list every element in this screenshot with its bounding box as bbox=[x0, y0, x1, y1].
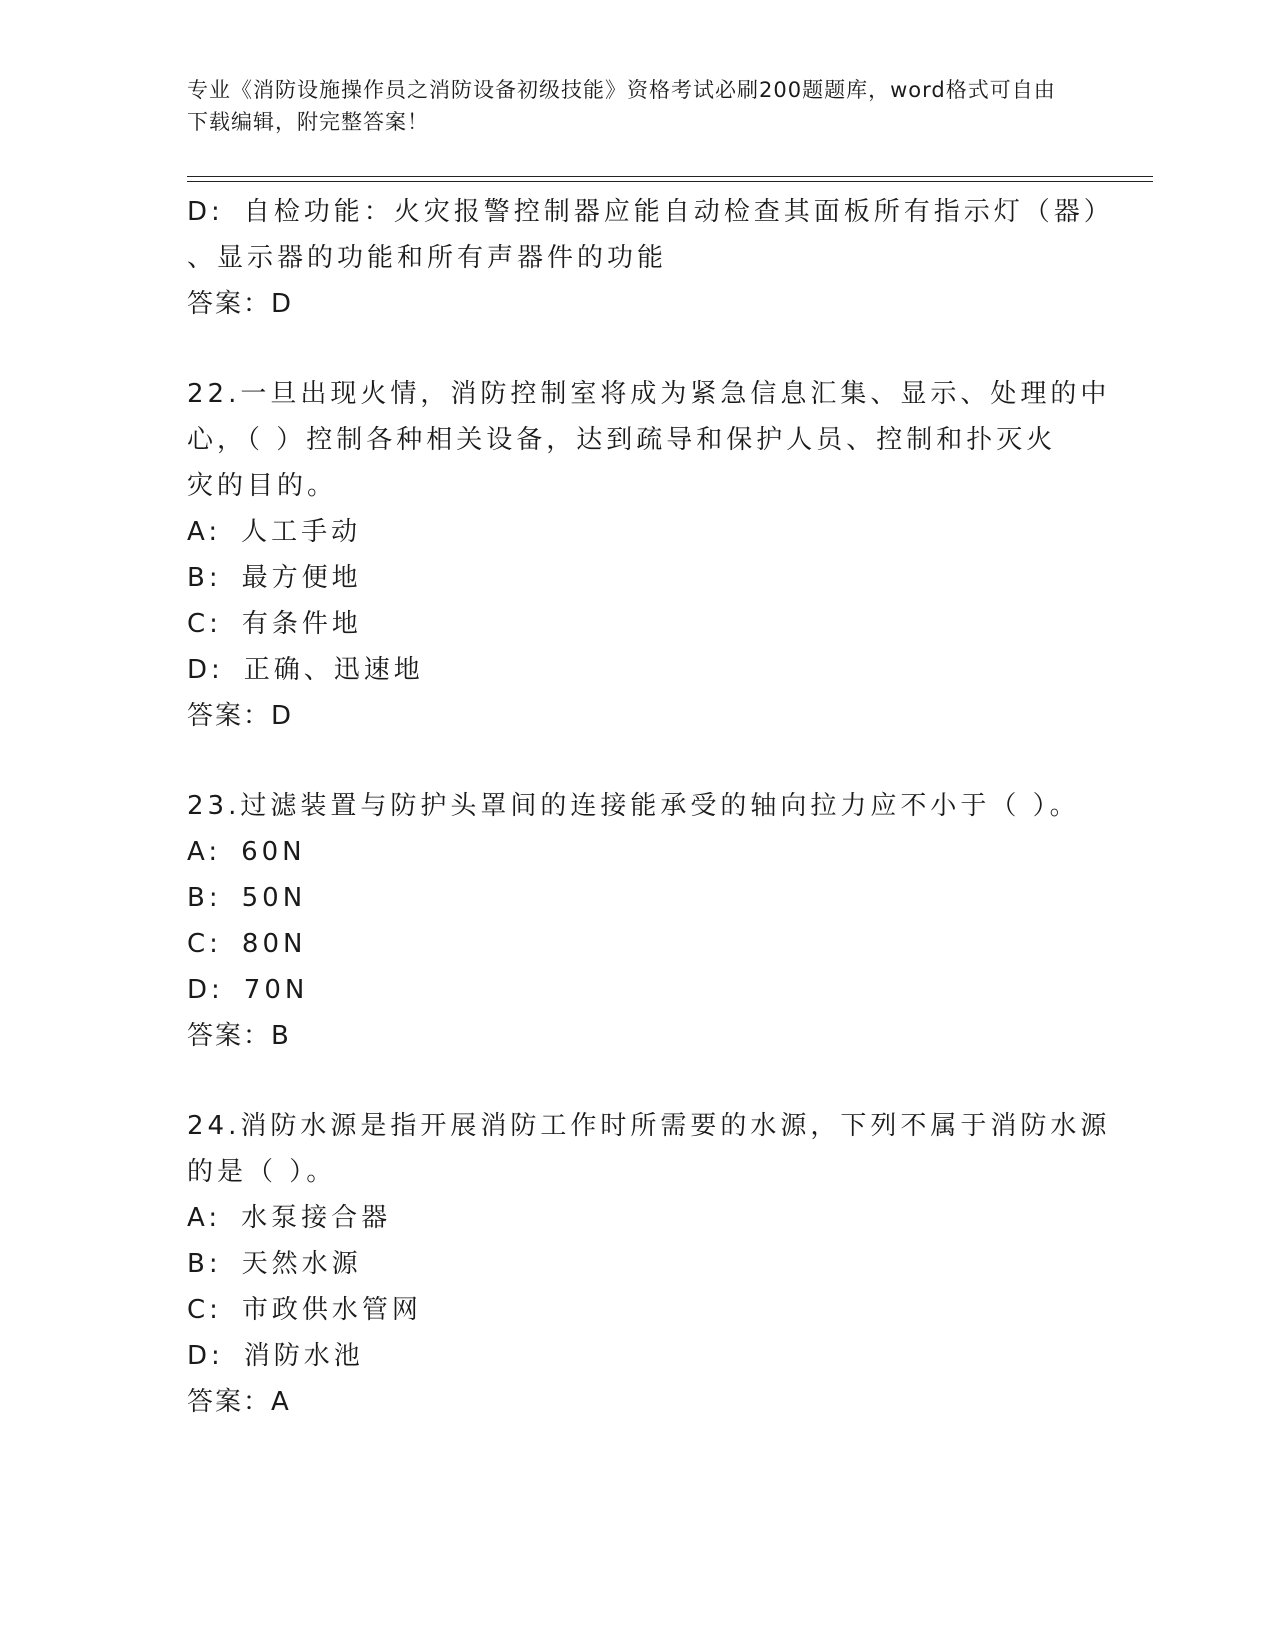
question-stem: 心，（ ）控制各种相关设备，达到疏导和保护人员、控制和扑灭火 bbox=[187, 425, 1057, 455]
question-23 bbox=[187, 783, 1087, 1059]
option-key: B: bbox=[187, 563, 222, 593]
question-content bbox=[187, 189, 1114, 1425]
question-24 bbox=[187, 1103, 1111, 1425]
document-header bbox=[187, 74, 1067, 138]
option-text: 有条件地 bbox=[241, 609, 362, 639]
option-text: 60N bbox=[241, 837, 306, 867]
question-22 bbox=[187, 371, 1111, 739]
prev-answer: 答案：D bbox=[187, 289, 294, 319]
option-text: 80N bbox=[241, 929, 307, 959]
question-stem: 的是（ ）。 bbox=[187, 1157, 337, 1187]
option-text: 最方便地 bbox=[241, 563, 362, 593]
prev-option-d bbox=[187, 189, 1114, 235]
header-divider-bottom bbox=[187, 181, 1153, 182]
option-key: D: bbox=[187, 975, 224, 1005]
prev-question-block bbox=[187, 189, 1114, 327]
option-key: D: bbox=[187, 655, 224, 685]
option-key: B: bbox=[187, 1249, 222, 1279]
option-text: 人工手动 bbox=[241, 517, 362, 547]
prev-option-d-continued: 、显示器的功能和所有声器件的功能 bbox=[187, 243, 668, 273]
option-text: 消防水池 bbox=[243, 1341, 364, 1371]
header-divider-top bbox=[187, 176, 1153, 177]
option-c bbox=[187, 601, 1087, 647]
option-d bbox=[187, 967, 1087, 1013]
header-title: 专业《消防设施操作员之消防设备初级技能》资格考试必刷200题题库，word格式可自由下载编辑，附完整答案！ bbox=[187, 78, 1056, 134]
option-c bbox=[187, 1287, 1087, 1333]
option-b bbox=[187, 1241, 1087, 1287]
answer: 答案：B bbox=[187, 1021, 291, 1051]
question-stem: 23.过滤装置与防护头罩间的连接能承受的轴向拉力应不小于（ ）。 bbox=[187, 791, 1080, 821]
option-key: A: bbox=[187, 517, 222, 547]
option-key: C: bbox=[187, 609, 222, 639]
option-key: A: bbox=[187, 837, 222, 867]
option-key: D: bbox=[187, 197, 224, 227]
question-stem: 22.一旦出现火情，消防控制室将成为紧急信息汇集、显示、处理的中 bbox=[187, 379, 1111, 409]
option-text: 70N bbox=[243, 975, 309, 1005]
option-text: 市政供水管网 bbox=[241, 1295, 422, 1325]
option-c bbox=[187, 921, 1087, 967]
option-text: 正确、迅速地 bbox=[243, 655, 424, 685]
option-key: C: bbox=[187, 1295, 222, 1325]
option-key: D: bbox=[187, 1341, 224, 1371]
option-text: 水泵接合器 bbox=[241, 1203, 392, 1233]
option-key: B: bbox=[187, 883, 222, 913]
option-text: 天然水源 bbox=[241, 1249, 362, 1279]
option-b bbox=[187, 555, 1087, 601]
option-text: 自检功能：火灾报警控制器应能自动检查其面板所有指示灯（器） bbox=[243, 197, 1114, 227]
option-d bbox=[187, 647, 1087, 693]
option-text: 50N bbox=[241, 883, 307, 913]
answer: 答案：A bbox=[187, 1387, 291, 1417]
answer: 答案：D bbox=[187, 701, 294, 731]
option-a bbox=[187, 509, 1087, 555]
option-b bbox=[187, 875, 1087, 921]
option-key: A: bbox=[187, 1203, 222, 1233]
option-a bbox=[187, 829, 1087, 875]
option-a bbox=[187, 1195, 1087, 1241]
option-d bbox=[187, 1333, 1087, 1379]
question-stem: 24.消防水源是指开展消防工作时所需要的水源，下列不属于消防水源 bbox=[187, 1111, 1111, 1141]
question-stem: 灾的目的。 bbox=[187, 471, 338, 501]
option-key: C: bbox=[187, 929, 222, 959]
